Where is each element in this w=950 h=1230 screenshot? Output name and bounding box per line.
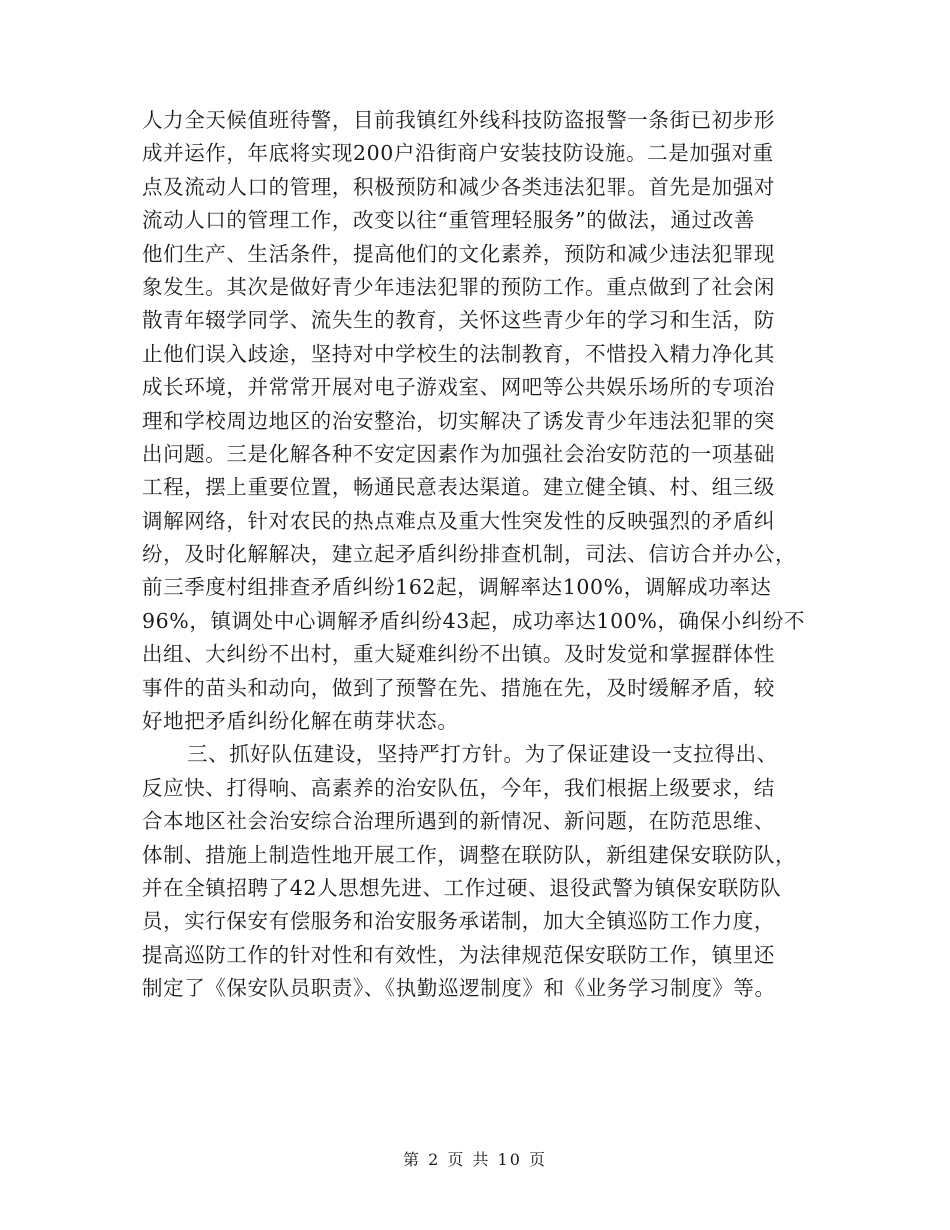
text-line: 调解网络，针对农民的热点难点及重大性突发性的反映强烈的矛盾纠: [142, 508, 775, 533]
text-line: 合本地区社会治安综合治理所遇到的新情况、新问题，在防范思维、: [142, 809, 775, 834]
text-line: 制定了《保安队员职责》、《执勤巡逻制度》和《业务学习制度》等。: [142, 976, 776, 1001]
text-line: 并在全镇招聘了42人思想先进、工作过硬、退役武警为镇保安联防队: [142, 875, 782, 900]
text-line: 象发生。其次是做好青少年违法犯罪的预防工作。重点做到了社会闲: [142, 274, 775, 299]
text-line: 出问题。三是化解各种不安定因素作为加强社会治安防范的一项基础: [142, 441, 775, 466]
text-line: 三、抓好队伍建设，坚持严打方针。为了保证建设一支拉得出、: [187, 742, 778, 767]
text-line: 人力全天候值班待警，目前我镇红外线科技防盗报警一条街已初步形: [142, 108, 775, 132]
document-body: [142, 104, 812, 1006]
text-line: 提高巡防工作的针对性和有效性，为法律规范保安联防工作，镇里还: [142, 942, 775, 967]
text-line: 散青年辍学同学、流失生的教育，关怀这些青少年的学习和生活，防: [142, 308, 775, 333]
text-line: 体制、措施上制造性地开展工作，调整在联防队，新组建保安联防队，: [142, 842, 797, 867]
text-line: 前三季度村组排查矛盾纠纷162起，调解率达100%，调解成功率达: [142, 575, 772, 600]
text-line: 成并运作，年底将实现200户沿街商户安装技防设施。二是加强对重: [142, 141, 774, 166]
text-line: 纷，及时化解解决，建立起矛盾纠纷排查机制，司法、信访合并办公，: [142, 542, 797, 567]
text-line: 96%，镇调处中心调解矛盾纠纷43起，成功率达100%，确保小纠纷不: [142, 608, 806, 633]
text-line: 员，实行保安有偿服务和治安服务承诺制，加大全镇巡防工作力度，: [142, 909, 775, 934]
text-line: 他们生产、生活条件，提高他们的文化素养，预防和减少违法犯罪现: [142, 241, 775, 266]
text-line: 工程，摆上重要位置，畅通民意表达渠道。建立健全镇、村、组三级: [142, 475, 775, 500]
text-line: 点及流动人口的管理，积极预防和减少各类违法犯罪。首先是加强对: [142, 174, 775, 199]
page-footer: 第 2 页 共 10 页: [403, 1150, 547, 1169]
text-line: 事件的苗头和动向，做到了预警在先、措施在先，及时缓解矛盾，较: [142, 675, 775, 700]
text-line: 好地把矛盾纠纷化解在萌芽状态。: [142, 709, 459, 734]
text-line: 出组、大纠纷不出村，重大疑难纠纷不出镇。及时发觉和掌握群体性: [142, 642, 775, 667]
text-line: 理和学校周边地区的治安整治，切实解决了诱发青少年违法犯罪的突: [142, 408, 775, 433]
text-line: 止他们误入歧途，坚持对中学校生的法制教育，不惜投入精力净化其: [142, 341, 775, 366]
text-line: 流动人口的管理工作，改变以往“重管理轻服务”的做法，通过改善: [142, 208, 755, 233]
text-line: 成长环境，并常常开展对电子游戏室、网吧等公共娱乐场所的专项治: [142, 375, 775, 400]
text-line: 反应快、打得响、高素养的治安队伍，今年，我们根据上级要求，结: [142, 775, 775, 800]
